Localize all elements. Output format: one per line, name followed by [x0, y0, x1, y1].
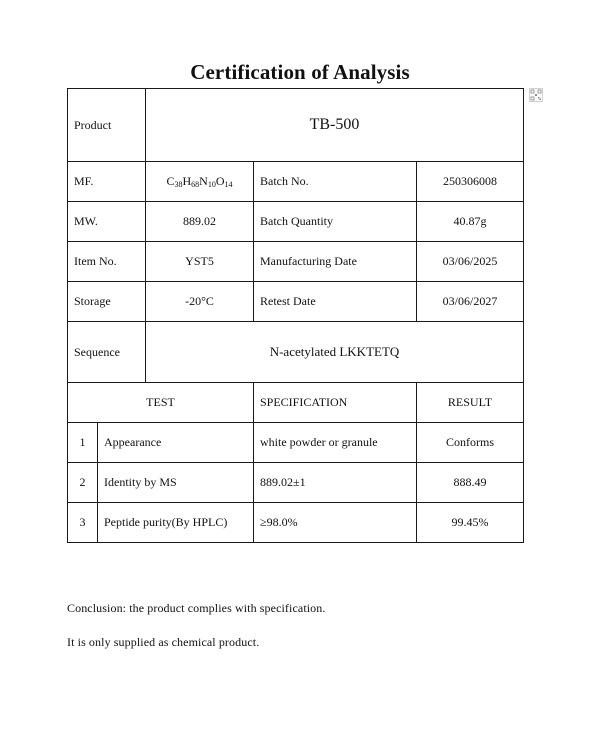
batch-no-label: Batch No. [254, 162, 417, 202]
mf-row [68, 162, 524, 202]
test-number: 3 [68, 503, 98, 543]
test-number: 1 [68, 423, 98, 463]
sequence-label: Sequence [68, 322, 146, 383]
product-row [68, 89, 524, 162]
test-name: Identity by MS [98, 463, 254, 503]
mw-label: MW. [68, 202, 146, 242]
manufacturing-date-label: Manufacturing Date [254, 242, 417, 282]
table-row [68, 503, 524, 543]
test-number: 2 [68, 463, 98, 503]
specification-header: SPECIFICATION [254, 383, 417, 423]
test-specification: 889.02±1 [254, 463, 417, 503]
sequence-value: N-acetylated LKKTETQ [146, 322, 524, 383]
retest-date-value: 03/06/2027 [417, 282, 524, 322]
table-row [68, 463, 524, 503]
mw-row [68, 202, 524, 242]
batch-quantity-value: 40.87g [417, 202, 524, 242]
retest-date-label: Retest Date [254, 282, 417, 322]
analysis-table [67, 88, 524, 543]
storage-value: -20°C [146, 282, 254, 322]
result-header: RESULT [417, 383, 524, 423]
test-name: Peptide purity(By HPLC) [98, 503, 254, 543]
mw-value: 889.02 [146, 202, 254, 242]
product-label: Product [68, 89, 146, 162]
conclusion-text: Conclusion: the product complies with specification. [67, 601, 326, 615]
mf-formula: $C_{38}H_{68}N_{10}O_{14}$ [146, 162, 254, 202]
table-row [68, 423, 524, 463]
test-header-row [68, 383, 524, 423]
document-title: Certification of Analysis [190, 60, 410, 84]
test-result: 888.49 [417, 463, 524, 503]
item-no-row [68, 242, 524, 282]
storage-label: Storage [68, 282, 146, 322]
test-specification: white powder or granule [254, 423, 417, 463]
batch-quantity-label: Batch Quantity [254, 202, 417, 242]
test-result: Conforms [417, 423, 524, 463]
test-specification: ≥98.0% [254, 503, 417, 543]
batch-no-value: 250306008 [417, 162, 524, 202]
sequence-row [68, 322, 524, 383]
qr-code-icon[interactable] [529, 88, 543, 102]
mf-label: MF. [68, 162, 146, 202]
test-result: 99.45% [417, 503, 524, 543]
item-no-value: YST5 [146, 242, 254, 282]
storage-row [68, 282, 524, 322]
item-no-label: Item No. [68, 242, 146, 282]
product-value: TB-500 [146, 89, 524, 162]
supply-note: It is only supplied as chemical product. [67, 635, 260, 649]
manufacturing-date-value: 03/06/2025 [417, 242, 524, 282]
test-name: Appearance [98, 423, 254, 463]
test-header: TEST [68, 383, 254, 423]
